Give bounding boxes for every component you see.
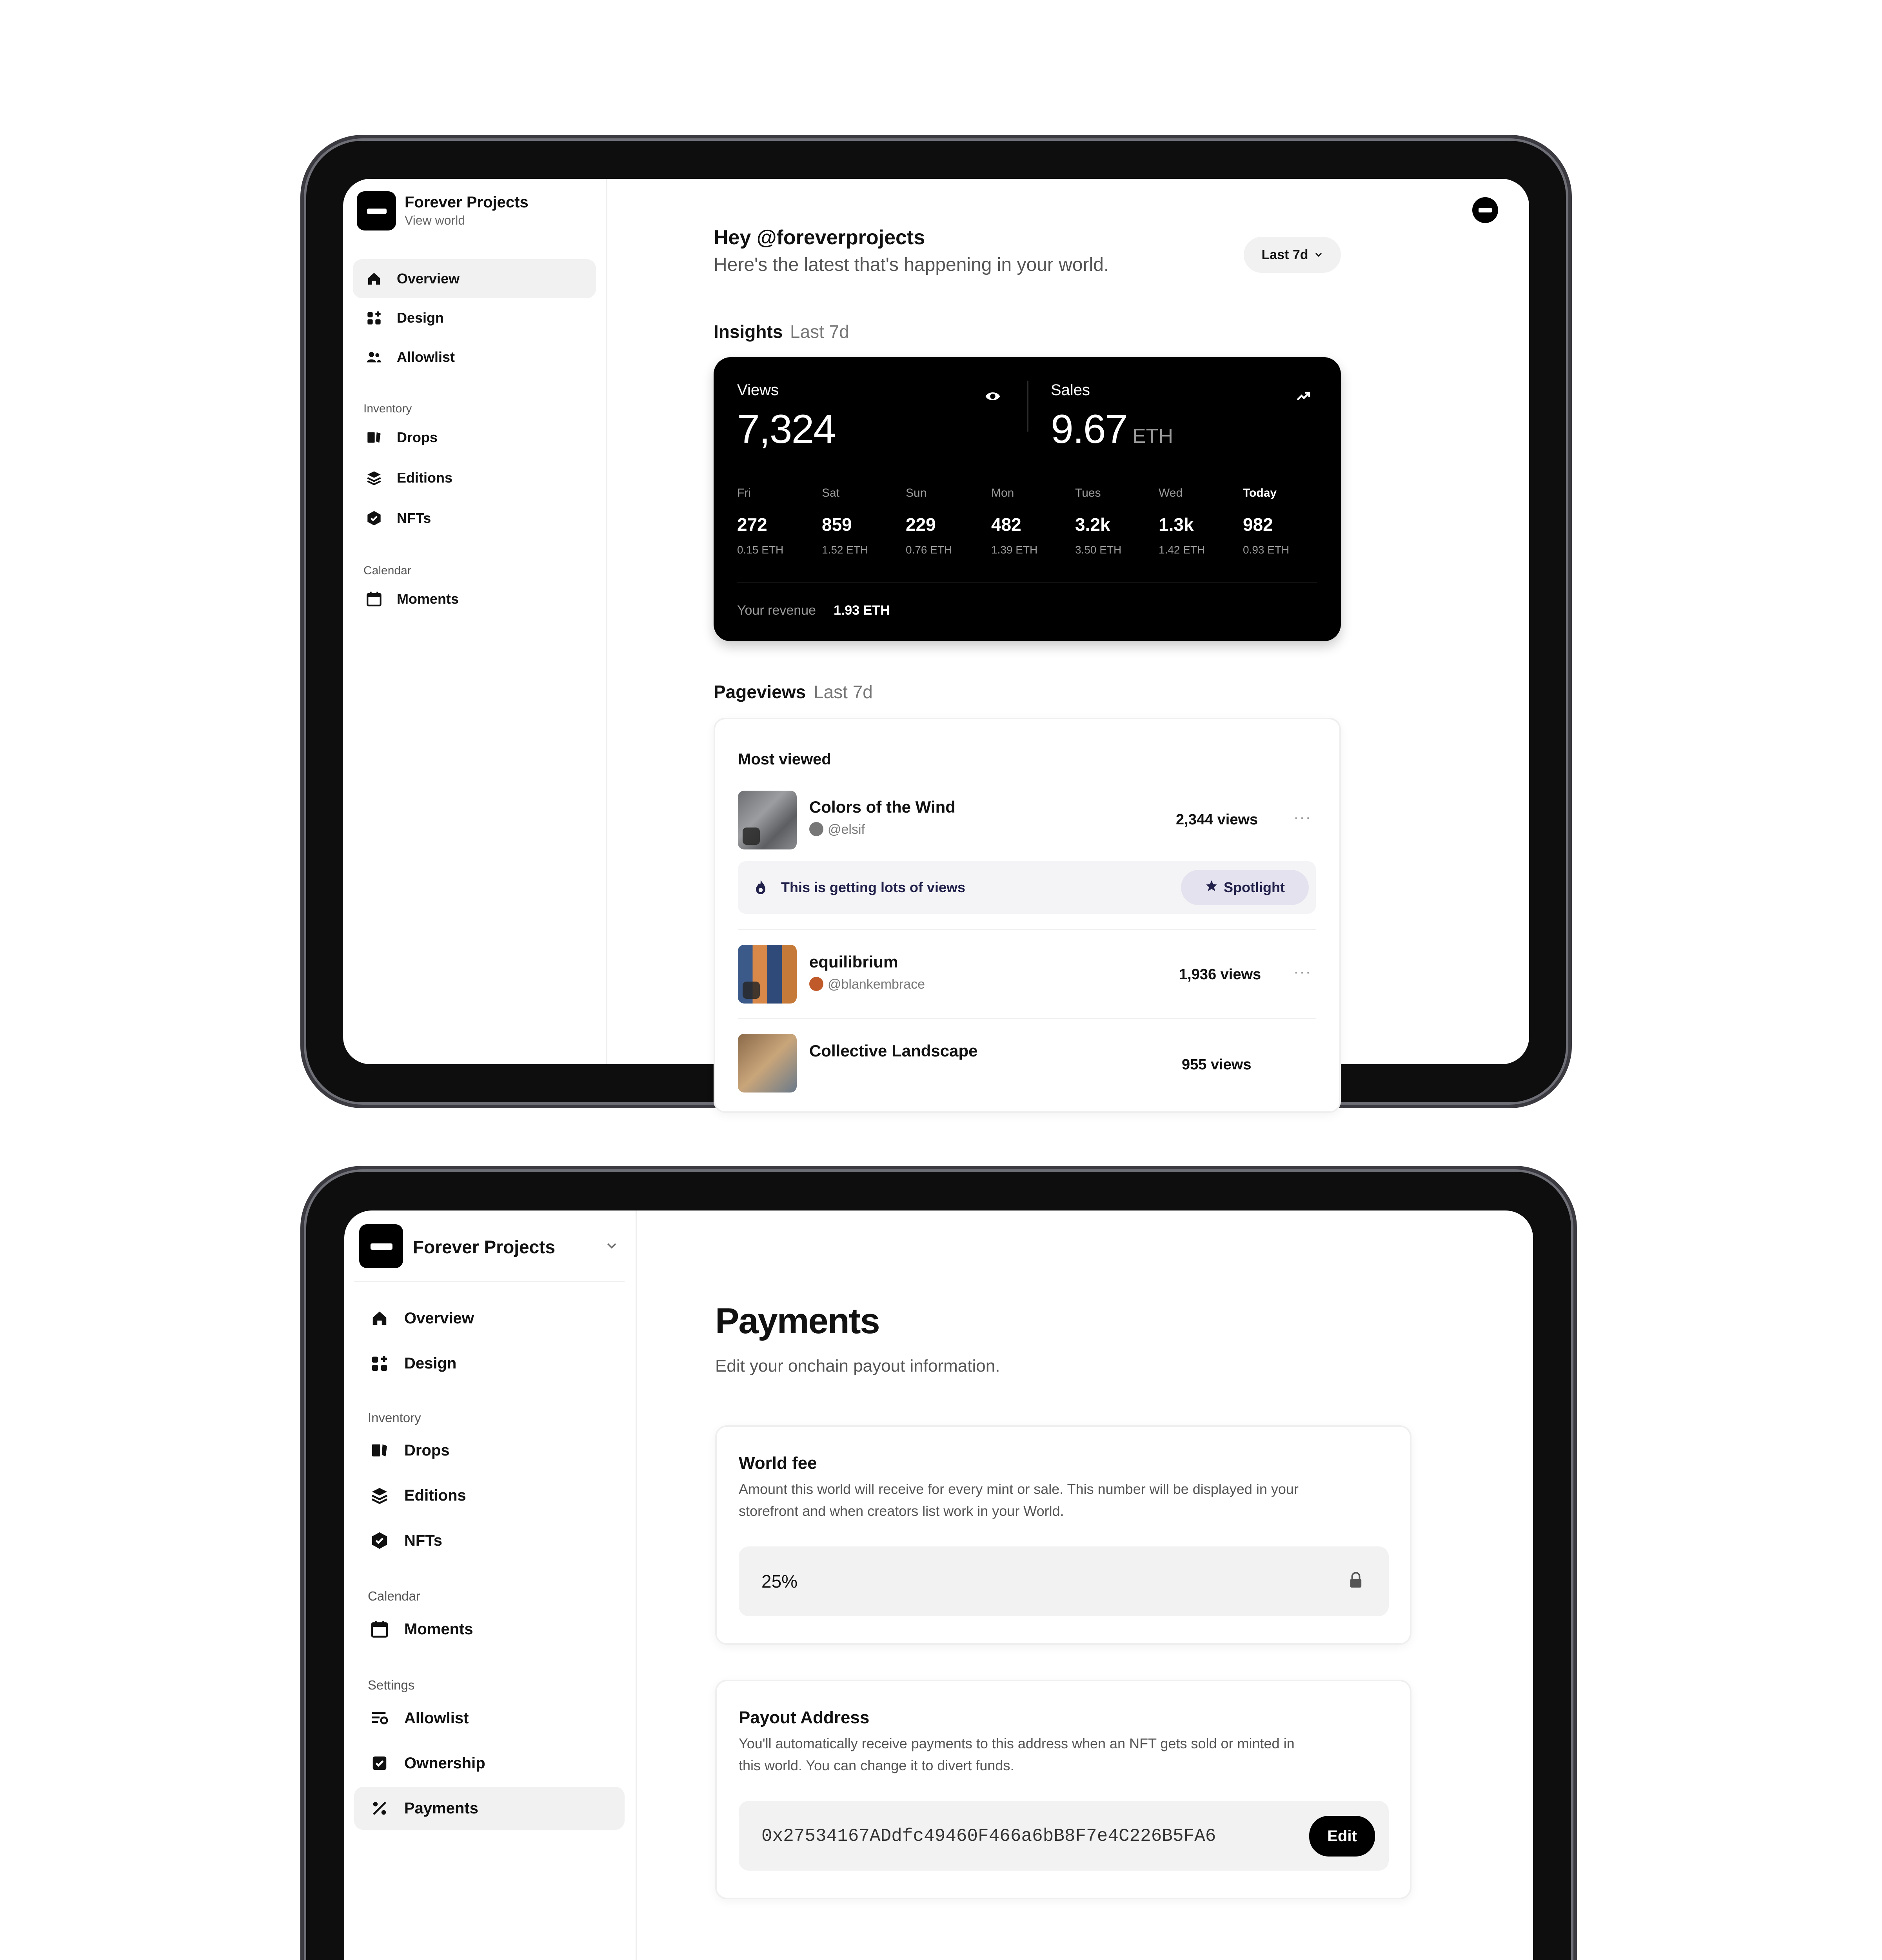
world-logo[interactable] (357, 191, 396, 230)
insights-title: Insights (714, 321, 783, 342)
sidebar-item-design[interactable] (353, 298, 596, 338)
day-eth: 1.52 ETH (822, 544, 868, 556)
inventory-section-label: Inventory (363, 402, 412, 415)
account-avatar[interactable] (1472, 197, 1498, 223)
day-eth: 1.39 ETH (991, 544, 1038, 556)
insights-card (714, 357, 1341, 641)
day-label: Sun (906, 486, 927, 499)
sales-unit: ETH (1132, 425, 1173, 448)
day-label: Sat (822, 486, 840, 499)
sidebar-item-label: Allowlist (404, 1709, 469, 1727)
sales-label: Sales (1051, 381, 1090, 399)
sidebar-item-moments[interactable] (354, 1608, 625, 1651)
day-views: 229 (906, 514, 936, 535)
payments-screen (344, 1210, 1533, 1960)
world-fee-title: World fee (739, 1454, 817, 1473)
sales-value: 9.67 (1051, 407, 1127, 452)
sidebar-item-label: Drops (397, 429, 438, 445)
sidebar-item-allowlist[interactable] (354, 1697, 625, 1740)
day-views: 1.3k (1159, 514, 1194, 535)
sidebar-item-label: Editions (397, 470, 452, 486)
greeting-subtitle: Here's the latest that's happening in your world. (714, 254, 1109, 275)
sidebar-item-overview[interactable] (353, 259, 596, 298)
nft-creator[interactable]: @elsif (828, 822, 865, 837)
day-label: Today (1243, 486, 1277, 499)
world-fee-field (739, 1546, 1389, 1616)
lock-icon (1348, 1572, 1363, 1591)
day-label: Fri (737, 486, 751, 499)
sidebar-item-label: Drops (404, 1441, 450, 1459)
sidebar-item-label: Design (404, 1354, 457, 1372)
sidebar-item-payments[interactable] (354, 1787, 625, 1830)
sidebar-item-label: Overview (397, 270, 460, 287)
layers-icon (743, 982, 760, 999)
calendar-section-label: Calendar (363, 564, 411, 577)
sidebar-item-label: NFTs (404, 1532, 443, 1549)
home-icon (369, 1308, 390, 1329)
revenue-label: Your revenue (737, 603, 816, 618)
users-icon (365, 348, 383, 367)
day-views: 859 (822, 514, 852, 535)
nft-title[interactable]: Colors of the Wind (809, 798, 956, 816)
check-square-icon (369, 1753, 390, 1774)
spotlight-label: Spotlight (1224, 879, 1285, 895)
nft-views: 2,344 views (1176, 811, 1258, 828)
creator-avatar (809, 977, 823, 991)
day-label: Mon (991, 486, 1014, 499)
sidebar-item-editions[interactable] (353, 458, 596, 497)
percent-icon (369, 1798, 390, 1819)
calendar-icon (365, 590, 383, 608)
layers-icon (365, 468, 383, 487)
most-viewed-card (714, 718, 1341, 1113)
sidebar-item-label: Overview (404, 1309, 474, 1327)
day-eth: 1.42 ETH (1159, 544, 1205, 556)
sidebar-item-design[interactable] (354, 1342, 625, 1385)
nft-views: 955 views (1182, 1056, 1252, 1073)
spotlight-button[interactable] (1181, 870, 1309, 905)
sidebar-item-label: Design (397, 310, 444, 326)
day-label: Wed (1159, 486, 1183, 499)
greeting-title: Hey @foreverprojects (714, 226, 925, 249)
description-line: this world. You can change it to divert funds. (739, 1757, 1014, 1773)
date-range-value: Last 7d (1261, 247, 1308, 262)
revenue-value: 1.93 ETH (834, 603, 890, 618)
nft-title[interactable]: equilibrium (809, 953, 898, 971)
hexagon-check-icon (365, 509, 383, 528)
hexagon-check-icon (369, 1530, 390, 1551)
sidebar-item-drops[interactable] (354, 1429, 625, 1472)
world-fee-card (715, 1425, 1412, 1645)
nft-thumbnail[interactable] (738, 945, 797, 1004)
sidebar-item-label: Moments (404, 1620, 473, 1638)
flame-icon (754, 878, 768, 898)
views-notice (738, 861, 1316, 914)
view-world-link[interactable]: View world (405, 213, 465, 227)
layers-icon (369, 1485, 390, 1506)
sidebar-item-moments[interactable] (353, 579, 596, 619)
day-eth: 3.50 ETH (1075, 544, 1122, 556)
nft-thumbnail[interactable] (738, 791, 797, 849)
day-views: 3.2k (1075, 514, 1110, 535)
nft-creator[interactable]: @blankembrace (828, 977, 925, 992)
sidebar-item-label: Moments (397, 591, 459, 607)
page-title: Payments (715, 1301, 879, 1341)
description-line: storefront and when creators list work in your World. (739, 1503, 1064, 1519)
more-options-icon[interactable]: ··· (1293, 809, 1312, 826)
trending-up-icon (1295, 389, 1312, 405)
nft-views: 1,936 views (1179, 966, 1261, 983)
divider (354, 1281, 625, 1282)
day-eth: 0.15 ETH (737, 544, 784, 556)
date-range-select[interactable] (1244, 237, 1341, 273)
settings-section-label: Settings (368, 1678, 415, 1692)
more-options-icon[interactable]: ··· (1293, 963, 1312, 980)
sidebar (343, 179, 607, 1064)
sidebar-item-editions[interactable] (354, 1474, 625, 1517)
sidebar (344, 1210, 637, 1960)
drops-icon (365, 428, 383, 447)
day-views: 482 (991, 514, 1021, 535)
drops-icon (369, 1440, 390, 1461)
description-line: You'll automatically receive payments to this address when an NFT gets sold or minted in (739, 1735, 1295, 1751)
description-line: Amount this world will receive for every mint or sale. This number will be displayed in your (739, 1481, 1299, 1497)
tablet-frame-top (304, 138, 1568, 1105)
sidebar-item-nfts[interactable] (354, 1519, 625, 1562)
calendar-section-label: Calendar (368, 1589, 420, 1603)
sidebar-item-allowlist[interactable] (353, 338, 596, 377)
views-value: 7,324 (737, 407, 836, 452)
payout-title: Payout Address (739, 1708, 870, 1727)
divider (738, 1018, 1316, 1019)
chevron-down-icon (1314, 247, 1323, 263)
tablet-frame-bottom (304, 1169, 1573, 1960)
world-logo[interactable] (359, 1224, 403, 1268)
sidebar-item-nfts[interactable] (353, 499, 596, 538)
sidebar-item-label: NFTs (397, 510, 431, 526)
design-icon (365, 309, 383, 327)
home-icon (365, 269, 383, 288)
world-name: Forever Projects (405, 194, 529, 211)
world-fee-description (739, 1481, 1299, 1519)
eye-icon (984, 388, 1001, 406)
dashboard-screen (343, 179, 1529, 1073)
sidebar-item-drops[interactable] (353, 418, 596, 457)
day-label: Tues (1075, 486, 1101, 499)
payout-address-card (715, 1680, 1412, 1899)
payout-address-field (739, 1801, 1389, 1871)
nft-title[interactable]: Collective Landscape (809, 1042, 978, 1060)
payout-address-value: 0x27534167ADdfc49460F466a6bB8F7e4C226B5FA6 (761, 1826, 1216, 1846)
pageviews-title: Pageviews (714, 682, 806, 702)
sidebar-item-ownership[interactable] (354, 1742, 625, 1785)
insights-range: Last 7d (790, 321, 849, 342)
star-icon (1205, 879, 1218, 896)
sidebar-item-label: Allowlist (397, 349, 455, 365)
sidebar-item-label: Ownership (404, 1754, 485, 1772)
edit-address-button[interactable]: Edit (1309, 1816, 1375, 1857)
nft-thumbnail[interactable] (738, 1034, 797, 1093)
design-icon (369, 1353, 390, 1374)
creator-avatar (809, 822, 823, 836)
day-views: 272 (737, 514, 767, 535)
most-viewed-title: Most viewed (738, 751, 831, 768)
chevron-down-icon[interactable] (605, 1239, 618, 1254)
calendar-icon (369, 1619, 390, 1640)
sidebar-item-label: Payments (404, 1799, 478, 1817)
day-eth: 0.76 ETH (906, 544, 952, 556)
payout-description (739, 1735, 1295, 1774)
world-fee-value: 25% (761, 1571, 798, 1592)
pageviews-range: Last 7d (814, 682, 873, 702)
views-label: Views (737, 381, 779, 399)
world-name[interactable]: Forever Projects (413, 1237, 556, 1257)
page-subtitle: Edit your onchain payout information. (715, 1356, 1000, 1376)
drops-icon (743, 828, 760, 845)
day-views: 982 (1243, 514, 1273, 535)
sidebar-item-overview[interactable] (354, 1297, 625, 1340)
divider (738, 929, 1316, 930)
notice-text: This is getting lots of views (781, 879, 966, 895)
divider (1027, 381, 1028, 432)
list-icon (369, 1708, 390, 1729)
sidebar-item-label: Editions (404, 1486, 466, 1504)
inventory-section-label: Inventory (368, 1410, 421, 1425)
day-eth: 0.93 ETH (1243, 544, 1290, 556)
